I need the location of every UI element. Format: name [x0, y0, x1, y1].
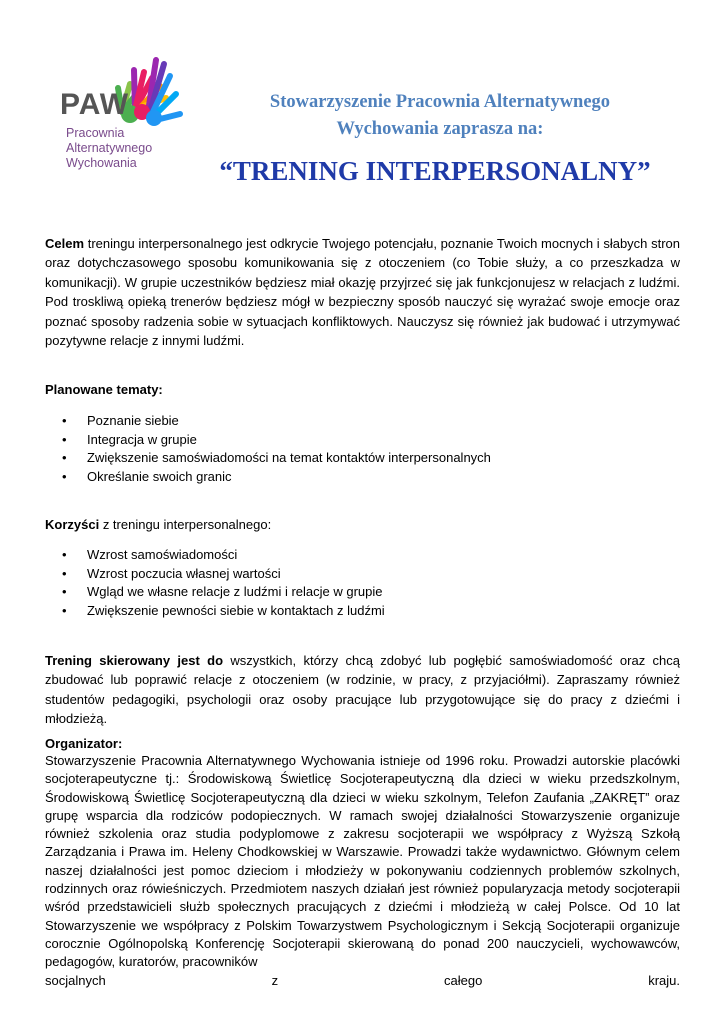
list-item: • Integracja w grupie: [45, 431, 491, 450]
logo-subtitle: Pracownia Alternatywnego Wychowania: [66, 126, 153, 170]
intro-text: treningu interpersonalnego jest odkrycie Twojego potencjału, poznanie Twoich mocnych i słabych stron oraz dotychczasowego sposobu komunikowania się z otoczeniem (co Tobie służy, a co przeszkadza w komunikacji). W grupie uczestników będziesz miał okazję przyjrzeć się jak funkcjonujesz w relacjach z ludźmi. Pod troskliwą opieką trenerów będziesz mógł w bezpieczny sposób nauczyć się wyrażać swoje emocje oraz poznać sposoby radzenia sobie w sytuacjach konfliktowych. Nauczysz się również jak budować i utrzymywać pozytywne relacje z innymi ludźmi.: [45, 236, 680, 349]
organizer-heading: Organizator:: [45, 736, 123, 751]
list-item: • Poznanie siebie: [45, 412, 491, 431]
list-item: • Zwiększenie pewności siebie w kontaktach z ludźmi: [45, 602, 385, 621]
list-item: • Zwiększenie samoświadomości na temat kontaktów interpersonalnych: [45, 449, 491, 468]
paw-logo: [60, 40, 190, 190]
page-title: “TRENING INTERPERSONALNY”: [219, 156, 651, 186]
audience-paragraph: [45, 651, 680, 729]
organization-line-2: Wychowania zaprasza na:: [336, 119, 544, 139]
organizer-paragraph: [45, 752, 680, 990]
list-item: • Określanie swoich granic: [45, 468, 491, 487]
list-item: • Wgląd we własne relacje z ludźmi i relacje w grupie: [45, 583, 385, 602]
topics-list: [45, 412, 491, 486]
logo-mark: PAW: [60, 88, 130, 121]
organization-line-1: Stowarzyszenie Pracownia Alternatywnego: [269, 92, 611, 112]
topics-heading: Planowane tematy:: [45, 382, 163, 397]
audience-lead: Trening skierowany jest do: [45, 653, 224, 668]
organizer-text: Stowarzyszenie Pracownia Alternatywnego Wychowania istnieje od 1996 roku. Prowadzi autorskie placówki socjoterapeutyczne tj.: Środowiskową Świetlicę Socjoterapeutyczną dla dzieci w wieku przedszkolnym, Środowiskową Świetlicę Socjoterapeutyczną dla dzieci w wieku szkolnym, Telefon Zaufania „ZAKRĘT” oraz grupę wsparcia dla rodziców podopiecznych. W ramach swojej działalności Stowarzyszenie organizuje również szkolenia oraz studia podyplomowe z zakresu socjoterapii we współpracy z Wyższą Szkołą Zarządzania i Prawa im. Heleny Chodkowskiej w Warszawie. Prowadzi także wydawnictwo. Głównym celem naszej działalności jest pomoc dzieciom i młodzieży w pokonywaniu codziennych problemów szkolnych, rodzinnych oraz rówieśniczych. Przedmiotem naszych działań jest również popularyzacja metody socjoterapii wśród przedstawicieli służb społecznych pracujących z dziećmi i młodzieżą w całej Polsce. Od 10 lat Stowarzyszenie we współpracy z Polskim Towarzystwem Psychologicznym i Sekcją Socjoterapii organizuje corocznie Ogólnopolską Konferencję Socjoterapii skierowaną do ponad 200 nauczycieli, wychowawców, pedagogów, kuratorów, pracowników: [45, 753, 680, 970]
intro-paragraph: [45, 234, 680, 350]
list-item: • Wzrost poczucia własnej wartości: [45, 565, 385, 584]
audience-text: wszystkich, którzy chcą zdobyć lub pogłębić samoświadomość oraz chcą zbudować lub poprawić relacje z otoczeniem (w rodzinie, w pracy, z przyjaciółmi). Zapraszamy również studentów pedagogiki, psychologii oraz osoby pracujące lub przygotowujące się do pracy z dziećmi i młodzieżą.: [45, 653, 680, 727]
benefits-list: [45, 546, 385, 620]
benefits-heading: Korzyści z treningu interpersonalnego:: [45, 517, 272, 532]
organizer-last-line: socjalnych z całego kraju.: [45, 972, 680, 988]
intro-lead: Celem: [45, 236, 85, 251]
list-item: • Wzrost samoświadomości: [45, 546, 385, 565]
